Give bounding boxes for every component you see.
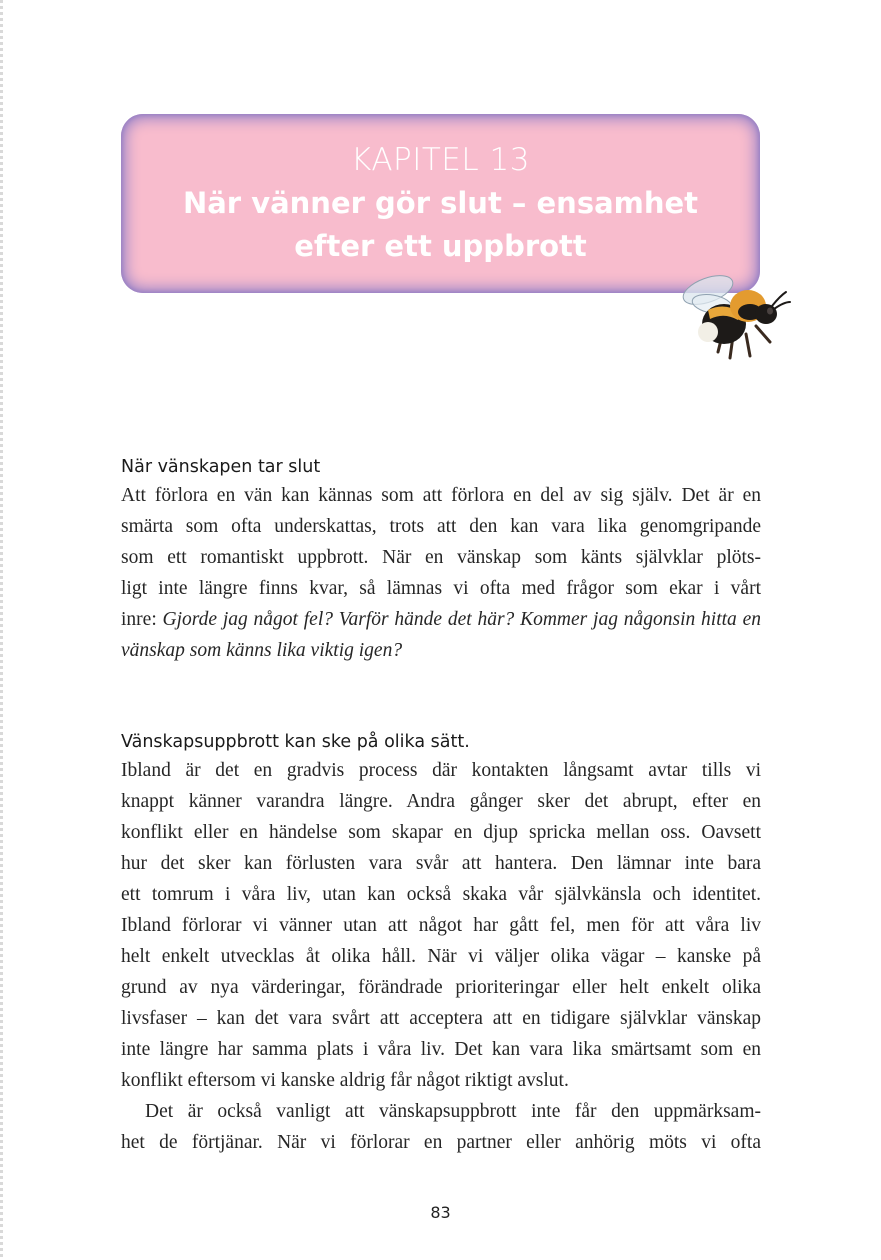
- chapter-title-box: [121, 114, 760, 293]
- body-line: Att förlora en vän kan kännas som att förlora en del av sig själv. Det är en: [121, 485, 761, 506]
- body-line-lead: inre:: [121, 609, 163, 630]
- body-line: hur det sker kan förlusten vara svår att hantera. Den lämnar inte bara: [121, 853, 761, 874]
- body-line: vänskap som känns lika viktig igen?: [121, 640, 403, 661]
- body-line: som ett romantiskt uppbrott. När en vänskap som känts självklar plöts-: [121, 547, 761, 568]
- body-line-italic: Gjorde jag något fel? Varför hände det här? Kommer jag någonsin hitta en: [162, 609, 761, 630]
- body-line: Ibland förlorar vi vänner utan att något har gått fel, men för att våra liv: [121, 915, 761, 936]
- body-line: ett tomrum i våra liv, utan kan också skaka vår självkänsla och identitet.: [121, 884, 761, 905]
- body-line: Ibland är det en gradvis process där kontakten långsamt avtar tills vi: [121, 760, 761, 781]
- body-line: livsfaser – kan det vara svårt att acceptera att en tidigare självklar vänskap: [121, 1008, 761, 1029]
- body-line: konflikt eller en händelse som skapar en djup spricka mellan oss. Oavsett: [121, 822, 761, 843]
- chapter-title-line: När vänner gör slut – ensamhet: [182, 186, 699, 220]
- body-line: helt enkelt utvecklas åt olika håll. När vi väljer olika vägar – kanske på: [121, 946, 761, 967]
- page-edge: [0, 0, 3, 1260]
- chapter-title-line: efter ett uppbrott: [294, 229, 587, 263]
- body-line: ligt inte längre finns kvar, så lämnas vi ofta med frågor som ekar i vårt: [121, 578, 761, 599]
- body-line: het de förtjänar. När vi förlorar en partner eller anhörig möts vi ofta: [121, 1132, 761, 1153]
- body-line: knappt känner varandra längre. Andra gånger sker det abrupt, efter en: [121, 791, 761, 812]
- bumblebee-illustration: [678, 262, 792, 364]
- body-line: konflikt eftersom vi kanske aldrig får något riktigt avslut.: [121, 1070, 569, 1091]
- chapter-label: KAPITEL 13: [351, 142, 530, 178]
- body-line: grund av nya värderingar, förändrade prioriteringar eller helt enkelt olika: [121, 977, 761, 998]
- body-line: smärta som ofta underskattas, trots att den kan vara lika genomgripande: [121, 516, 761, 537]
- body-line: [121, 609, 761, 631]
- body-line: Det är också vanligt att vänskapsuppbrott inte får den uppmärksam-: [145, 1101, 761, 1122]
- section-heading: När vänskapen tar slut: [121, 457, 321, 477]
- chapter-title: [141, 182, 740, 268]
- body-line: inte längre har samma plats i våra liv. Det kan vara lika smärtsamt som en: [121, 1039, 761, 1060]
- section-heading: Vänskapsuppbrott kan ske på olika sätt.: [121, 732, 470, 752]
- page-number: 83: [430, 1203, 451, 1222]
